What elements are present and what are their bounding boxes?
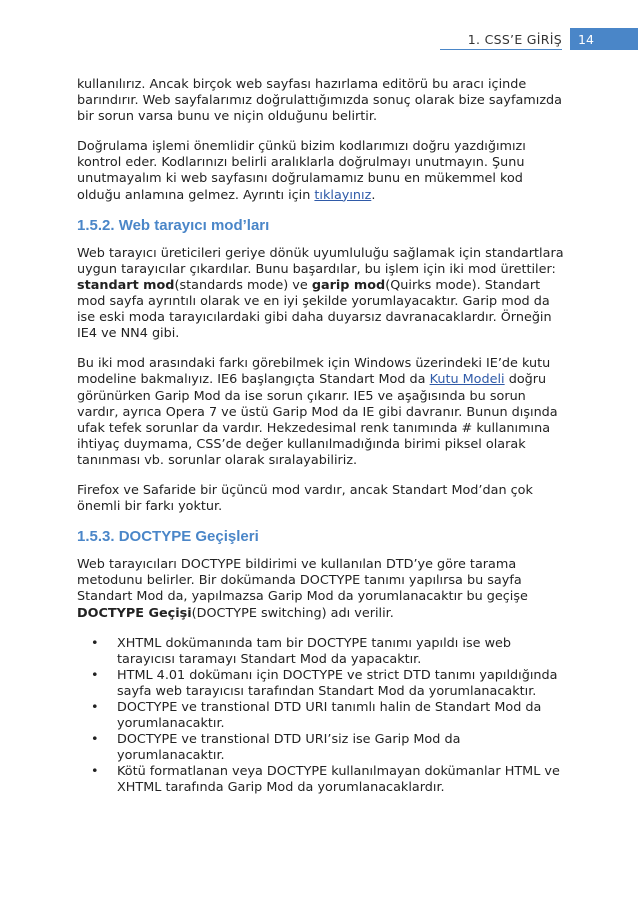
- page-header: [468, 28, 638, 50]
- text-span: (DOCTYPE switching) adı verilir.: [191, 605, 394, 621]
- list-item: [91, 667, 567, 700]
- bullet-icon: •: [91, 667, 99, 683]
- list-item-text: XHTML dokümanında tam bir DOCTYPE tanımı yapıldı ise web tarayıcısı taramayı Standart Mod da yapacaktır.: [117, 635, 512, 667]
- details-link[interactable]: tıklayınız: [314, 187, 372, 203]
- text-span: (standards mode) ve: [174, 277, 312, 293]
- bullet-icon: •: [91, 732, 99, 748]
- page-number: 14: [570, 28, 638, 50]
- bold-term-doctype-switching: DOCTYPE Geçişi: [77, 605, 192, 621]
- bullet-icon: •: [91, 700, 99, 715]
- page-content: [77, 77, 567, 797]
- section-heading-browser-modes: 1.5.2. Web tarayıcı mod’ları: [77, 216, 270, 234]
- paragraph-validation-tools: kullanılırız. Ancak birçok web sayfası hazırlama editörü bu aracı içinde barındırır. Web sayfalarımız doğrulattığımızda sonuç olarak bize sayfamızda bir sorun varsa bunu ve niçin olduğunu belirtir.: [77, 77, 563, 125]
- list-item: [91, 700, 567, 732]
- text-span: (Quirks mode). Standart mod sayfa ayrıntılı olarak ve en iyi şekilde yorumlayacaktır. Garip mod da ise eski moda tarayıcılardaki gibi daha duyarsız davranacaklardır. Örneğin IE4 ve NN4 gibi.: [77, 277, 552, 342]
- text-span: Web tarayıcı üreticileri geriye dönük uyumluluğu sağlamak için standartlara uygun tarayıcılar çıkardılar. Bunu başardılar, bu işlem için iki mod ürettiler:: [77, 245, 564, 277]
- paragraph-text: Doğrulama işlemi önemlidir çünkü bizim kodlarımızı doğru yazdığımızı kontrol eder. Kodlarınızı belirli aralıklarla doğrulmayı unutmayın. Şunu unutmayalım ki web sayfasını doğrulamamız bunu en mükemmel kod olduğu anlamına gelmez. Ayrıntı için: [77, 139, 526, 203]
- paragraph-box-model: [77, 356, 567, 469]
- paragraph-third-mode: Firefox ve Safaride bir üçüncü mod vardır, ancak Standart Mod’dan çok önemli bir farkı yoktur.: [77, 482, 533, 515]
- list-item-text: Kötü formatlanan veya DOCTYPE kullanılmayan dokümanlar HTML ve XHTML tarafında Garip Mod da yorumlanacaklardır.: [117, 764, 560, 796]
- list-item-text: DOCTYPE ve transtional DTD URI’siz ise Garip Mod da yorumlanacaktır.: [117, 732, 461, 764]
- list-item-text: HTML 4.01 dokümanı için DOCTYPE ve strict DTD tanımı yapıldığında sayfa web tarayıcısı tarafından Standart Mod da yorumlanacaktır.: [117, 667, 558, 699]
- text-span: Web tarayıcıları DOCTYPE bildirimi ve kullanılan DTD’ye göre tarama metodunu belirler. Bir dokümanda DOCTYPE tanımı yapılırsa bu sayfa Standart Mod da, yapılmazsa Garip Mod da yorumlanacaktır bu geçişe: [77, 557, 528, 605]
- chapter-title: 1. CSS’E GİRİŞ: [467, 32, 562, 47]
- text-span: Bu iki mod arasındaki farkı görebilmek için Windows üzerindeki IE’de kutu modeline bakmalıyız. IE6 başlangıçta Standart Mod da: [77, 356, 551, 388]
- paragraph-modes: [77, 246, 567, 343]
- bullet-icon: •: [91, 764, 99, 780]
- bold-term-quirks-mode: garip mod: [311, 277, 386, 293]
- header-rule: [440, 49, 562, 50]
- list-item-text: DOCTYPE ve transtional DTD URI tanımlı halin de Standart Mod da yorumlanacaktır.: [117, 700, 542, 732]
- bold-term-standard-mode: standart mod: [77, 277, 175, 293]
- list-item: [91, 732, 567, 764]
- doctype-rules-list: [77, 636, 567, 797]
- list-item: [91, 635, 567, 668]
- text-span: doğru görünürken Garip Mod da ise sorun çıkarır. IE5 ve aşağısında bu sorun vardır, ayrıca Opera 7 ve üstü Garip Mod da IE gibi davranır. Bunun dışında ufak tefek sorunlar da vardır. Hekzedesimal renk tanımında # kullanımına ihtiyaç duymama, CSS’de değer kullanılmadığında birimi piksel olarak tanınması vb. sorunlar olarak sıralayabiliriz.: [77, 372, 558, 468]
- box-model-link[interactable]: Kutu Modeli: [429, 372, 505, 388]
- paragraph-doctype-switching: [77, 557, 567, 621]
- bullet-icon: •: [91, 635, 99, 651]
- list-item: [91, 764, 567, 796]
- section-heading-doctype: 1.5.3. DOCTYPE Geçişleri: [77, 528, 259, 546]
- paragraph-validation-importance: [77, 139, 567, 203]
- paragraph-text-end: .: [371, 187, 376, 203]
